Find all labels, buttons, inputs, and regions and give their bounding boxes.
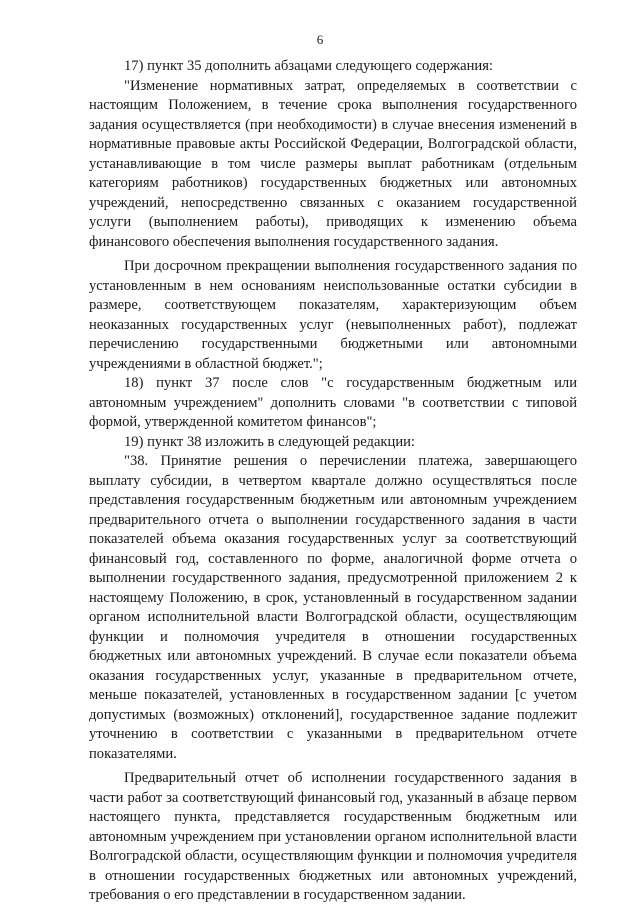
paragraph-item-38: "38. Принятие решения о перечислении платежа, завершающего выплату субсидии, в четвертом квартале должно осуществляться после представления государственным бюджетным или автономным учреждением предварительного отчета о выполнении государственного задания в части показателей объема оказания государственных услуг за соответствующий финансовый год, составленного по форме, аналогичной форме отчета о выполнении государственного задания, предусмотренной приложением 2 к настоящему Положению, в срок, установленный в государственном задании органом исполнительной власти Волгоградской области, осуществляющим функции и полномочия учредителя в отношении государственных бюджетных или автономных учреждений. В случае если показатели объема оказания государственных услуг, указанные в предварительном отчете, меньше показателей, установленных в государственном задании [с учетом допустимых (возможных) отклонений], государственное задание подлежит уточнению в соответствии с указанными в предварительном отчете показателями.: [89, 453, 577, 762]
paragraph-item-19: 19) пункт 38 изложить в следующей редакции:: [124, 433, 415, 450]
paragraph-item-17: 17) пункт 35 дополнить абзацами следующего содержания:: [124, 58, 493, 74]
page-number: 6: [316, 32, 324, 47]
paragraph-item-18: 18) пункт 37 после слов "с государственным бюджетным или автономным учреждением" дополнить словами "в соответствии с типовой формой, утвержденной комитетом финансов";: [89, 375, 577, 430]
paragraph-normative-costs: "Изменение нормативных затрат, определяемых в соответствии с настоящим Положением, в течение срока выполнения государственного задания осуществляется (при необходимости) в случае внесения изменений в нормативные правовые акты Российской Федерации, Волгоградской области, устанавливающие в том числе размеры выплат работникам (отдельным категориям работников) государственных бюджетных или автономных учреждений, непосредственно связанных с оказанием государственной услуги (выполнением работы), приводящих к изменению объема финансового обеспечения выполнения государственного задания.: [89, 77, 577, 250]
paragraph-preliminary-report: Предварительный отчет об исполнении государственного задания в части работ за соответствующий финансовый год, указанный в абзаце первом настоящего пункта, представляется государственным бюджетным или автономным учреждением при установлении органом исполнительной власти Волгоградской области, осуществляющим функции и полномочия учредителя в отношении государственных бюджетных или автономных учреждений, требования о его представлении в государственном задании.: [89, 770, 577, 903]
paragraph-early-termination: При досрочном прекращении выполнения государственного задания по установленным в нем основаниям неиспользованные остатки субсидии в размере, соответствующем показателям, характеризующим объем неоказанных государственных услуг (невыполненных работ), подлежат перечислению государственными бюджетными или автономными учреждениями в областной бюджет.";: [89, 258, 577, 372]
document-body: [89, 57, 577, 906]
